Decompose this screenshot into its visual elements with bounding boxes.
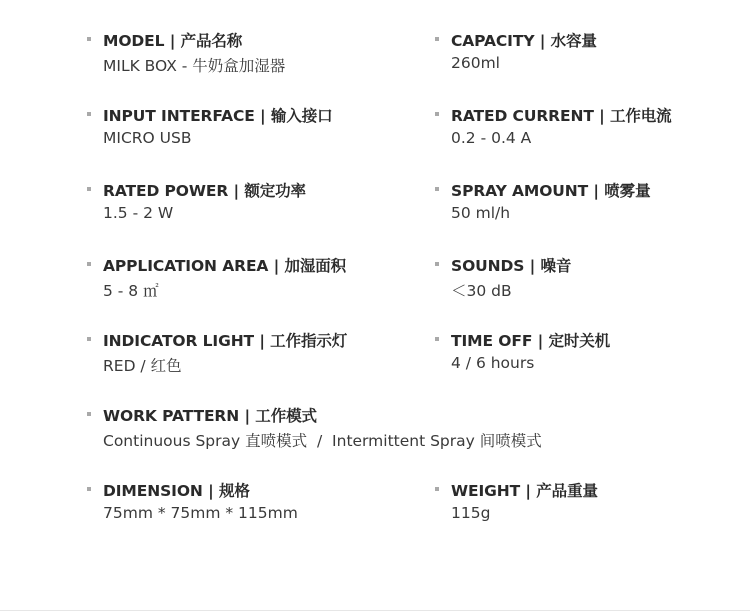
spec-label: CAPACITY | 水容量 — [451, 32, 597, 50]
spec-label: TIME OFF | 定时关机 — [451, 332, 611, 350]
spec-value: Continuous Spray 直喷模式 / Intermittent Spray 间喷模式 — [103, 432, 542, 450]
square-bullet-icon — [87, 412, 91, 416]
spec-value: RED / 红色 — [103, 357, 182, 375]
square-bullet-icon — [435, 262, 439, 266]
spec-capacity — [451, 29, 750, 72]
spec-value: ＜30 dB — [451, 282, 512, 300]
square-bullet-icon — [435, 112, 439, 116]
spec-value: 4 / 6 hours — [451, 354, 535, 372]
bottom-divider — [0, 610, 750, 611]
spec-value: 75mm * 75mm * 115mm — [103, 504, 298, 522]
spec-label: MODEL | 产品名称 — [103, 32, 243, 50]
spec-input-interface — [103, 104, 443, 147]
square-bullet-icon — [87, 337, 91, 341]
square-bullet-icon — [87, 487, 91, 491]
spec-label: RATED CURRENT | 工作电流 — [451, 107, 672, 125]
spec-label: DIMENSION | 规格 — [103, 482, 250, 500]
spec-label: INDICATOR LIGHT | 工作指示灯 — [103, 332, 348, 350]
square-bullet-icon — [87, 262, 91, 266]
square-bullet-icon — [435, 487, 439, 491]
spec-value: MILK BOX - 牛奶盒加湿器 — [103, 57, 286, 75]
square-bullet-icon — [435, 337, 439, 341]
square-bullet-icon — [87, 187, 91, 191]
spec-rated-power — [103, 179, 443, 222]
spec-value: 1.5 - 2 W — [103, 204, 174, 222]
spec-value: MICRO USB — [103, 129, 192, 147]
spec-weight — [451, 479, 750, 522]
spec-work-pattern — [103, 404, 663, 451]
spec-rated-current — [451, 104, 750, 147]
spec-indicator-light — [103, 329, 443, 376]
spec-dimension — [103, 479, 443, 522]
spec-value: 0.2 - 0.4 A — [451, 129, 532, 147]
spec-value: 260ml — [451, 54, 500, 72]
spec-label: SPRAY AMOUNT | 喷雾量 — [451, 182, 651, 200]
square-bullet-icon — [435, 187, 439, 191]
spec-time-off — [451, 329, 750, 372]
spec-sounds — [451, 254, 750, 301]
spec-label: INPUT INTERFACE | 输入接口 — [103, 107, 333, 125]
spec-label: WEIGHT | 产品重量 — [451, 482, 598, 500]
spec-value: 50 ml/h — [451, 204, 511, 222]
spec-label: RATED POWER | 额定功率 — [103, 182, 306, 200]
spec-application-area — [103, 254, 443, 301]
spec-model — [103, 29, 443, 76]
spec-value: 115g — [451, 504, 491, 522]
square-bullet-icon — [87, 37, 91, 41]
spec-value: 5 - 8 ㎡ — [103, 282, 159, 300]
spec-label: WORK PATTERN | 工作模式 — [103, 407, 317, 425]
square-bullet-icon — [435, 37, 439, 41]
spec-label: APPLICATION AREA | 加湿面积 — [103, 257, 347, 275]
spec-spray-amount — [451, 179, 750, 222]
spec-label: SOUNDS | 噪音 — [451, 257, 572, 275]
square-bullet-icon — [87, 112, 91, 116]
